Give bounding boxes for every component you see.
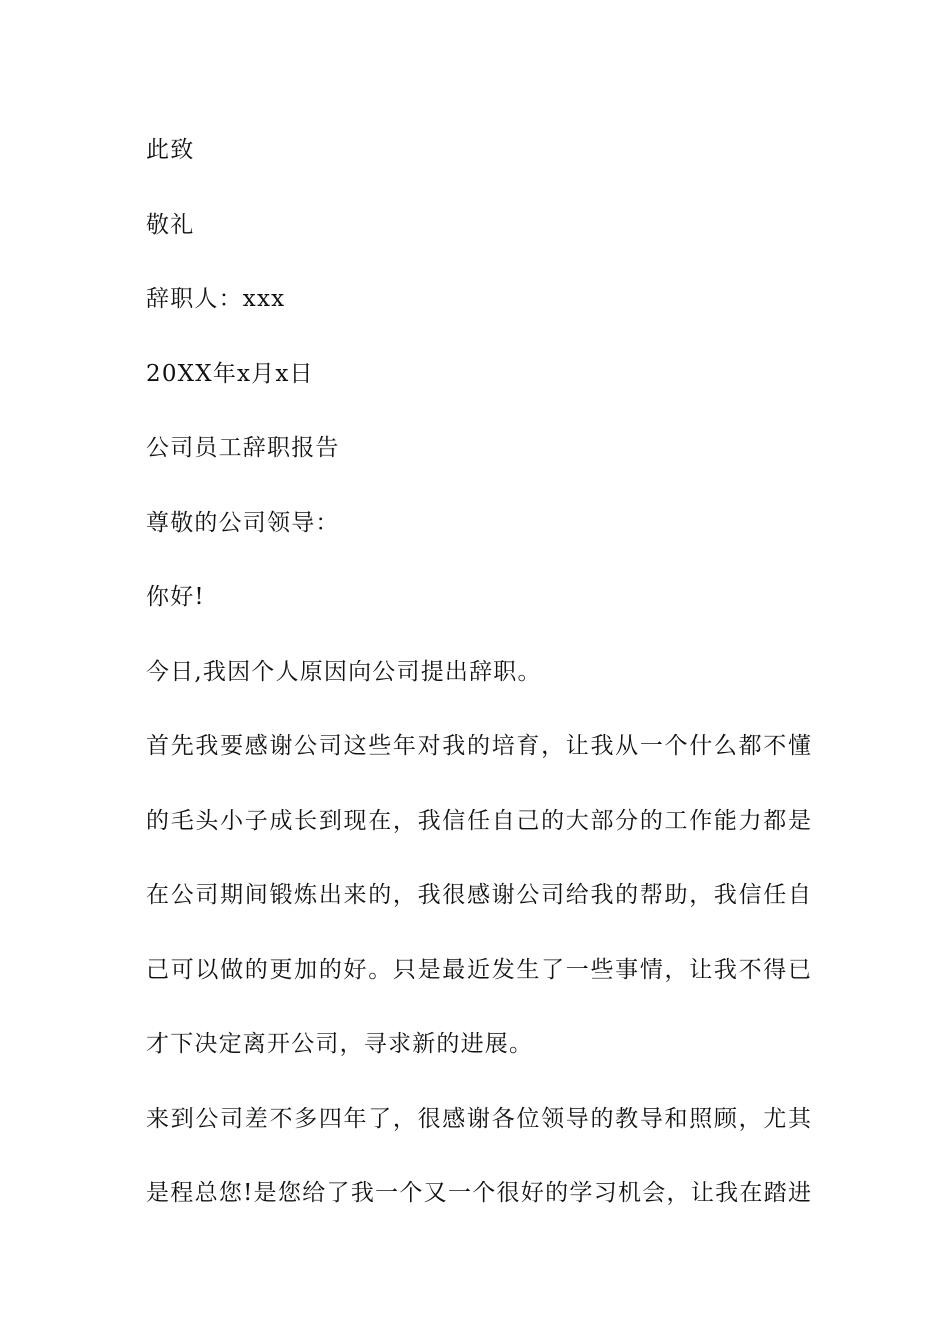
paragraph-2-line: 在公司期间锻炼出来的，我很感谢公司给我的帮助，我信任自 xyxy=(146,882,811,908)
greeting-line: 尊敬的公司领导： xyxy=(146,509,340,536)
salute-line: 敬礼 xyxy=(146,211,195,238)
paragraph-2-line: 的毛头小子成长到现在，我信任自己的大部分的工作能力都是 xyxy=(146,807,811,834)
signature-line: 辞职人：xxx xyxy=(146,286,286,312)
paragraph-2-line: 己可以做的更加的好。只是最近发生了一些事情，让我不得已 xyxy=(146,956,811,983)
paragraph-2-line: 才下决定离开公司，寻求新的进展。 xyxy=(146,1031,534,1057)
paragraph-3-line: 是程总您!是您给了我一个又一个很好的学习机会，让我在踏进 xyxy=(146,1180,811,1206)
document-body xyxy=(146,132,811,1250)
closing-line: 此致 xyxy=(146,137,195,163)
paragraph-1: 今日,我因个人原因向公司提出辞职。 xyxy=(146,658,542,685)
paragraph-3-line: 来到公司差不多四年了，很感谢各位领导的教导和照顾，尤其 xyxy=(146,1105,811,1132)
paragraph-2-line: 首先我要感谢公司这些年对我的培育，让我从一个什么都不懂 xyxy=(146,733,811,759)
hello-line: 你好! xyxy=(146,584,205,610)
date-line: 20XX年x月x日 xyxy=(146,360,314,387)
report-title: 公司员工辞职报告 xyxy=(146,435,340,461)
